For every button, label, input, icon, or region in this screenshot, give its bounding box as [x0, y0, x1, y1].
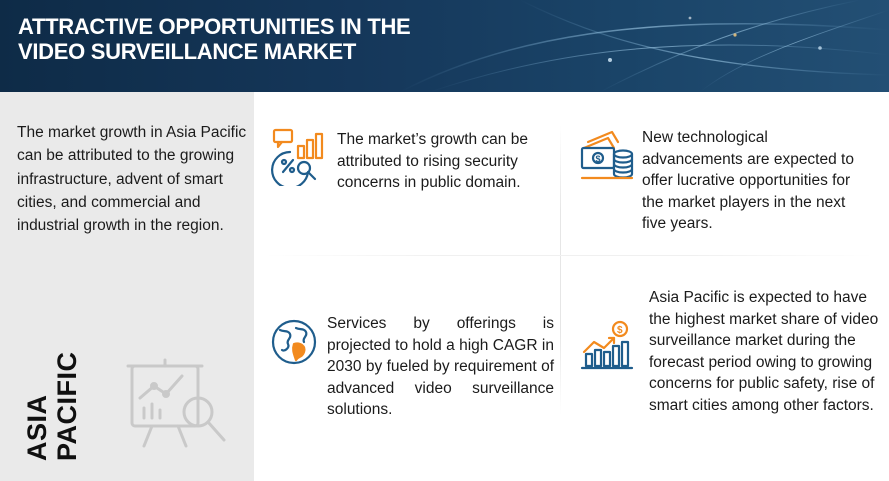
column-divider	[560, 125, 561, 415]
row-divider	[264, 255, 874, 256]
growth-bars-icon	[580, 320, 634, 372]
money-coins-icon	[578, 128, 636, 188]
card-security-text: The market’s growth can be attributed to rising security concerns in public domain.	[337, 131, 528, 192]
card-technology-text: New technological advancements are expected to offer lucrative opportunities for the market players in the next five years.	[642, 129, 854, 233]
title-banner	[0, 0, 889, 92]
page-title: ATTRACTIVE OPPORTUNITIES IN THE VIDEO SURVEILLANCE MARKET	[18, 14, 411, 64]
card-services-text: Services by offerings is projected to hold a high CAGR in 2030 by fueled by requirement of advanced video surveillance solutions.	[327, 315, 554, 419]
region-label: ASIA PACIFIC	[22, 351, 82, 461]
svg-text:$: $	[617, 325, 623, 336]
region-description: The market growth in Asia Pacific can be attributed to the growing infrastructure, advent of smart cities, and commercial and industrial growth in the region.	[17, 124, 247, 235]
svg-text:$: $	[595, 154, 601, 164]
card-asia-pacific-text: Asia Pacific is expected to have the highest market share of video surveillance market during the forecast period owing to growing concerns for public safety, rise of smart cities among other factors.	[649, 289, 879, 414]
percent-chart-icon	[270, 128, 330, 186]
analytics-board-icon	[126, 358, 230, 450]
globe-icon	[270, 318, 318, 366]
